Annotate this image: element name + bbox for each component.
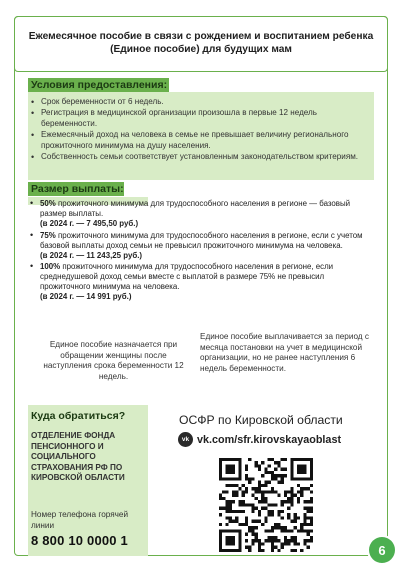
list-item: • Собственность семьи соответствует установленным законодательством критериям. bbox=[30, 152, 370, 162]
list-item: • Срок беременности от 6 недель. bbox=[30, 97, 370, 107]
hotline-number[interactable]: 8 800 10 0000 1 bbox=[31, 533, 128, 548]
osfr-label: ОСФР по Кировской области bbox=[179, 413, 343, 427]
list-item bbox=[30, 262, 375, 302]
note-left: Единое пособие назначается при обращении женщины после наступления срока беременности 12 недель. bbox=[43, 340, 184, 381]
hotline-label: Номер телефона горячей линии bbox=[31, 510, 129, 530]
list-item: • Ежемесячный доход на человека в семье не превышает величину регионального прожиточного минимума на душу населения. bbox=[30, 130, 370, 151]
payment-heading: Размер выплаты: bbox=[28, 182, 124, 196]
conditions-list bbox=[30, 97, 370, 163]
org-name: ОТДЕЛЕНИЕ ФОНДА ПЕНСИОННОГО И СОЦИАЛЬНОГО СТРАХОВАНИЯ РФ ПО КИРОВСКОЙ ОБЛАСТИ bbox=[31, 431, 125, 483]
payment-list bbox=[30, 199, 375, 304]
vk-link[interactable]: vk.com/sfr.kirovskayaoblast bbox=[197, 433, 342, 446]
payment-text: прожиточного минимума для трудоспособного населения в регионе — базовый размер выплаты. bbox=[40, 199, 351, 218]
page-title: Ежемесячное пособие в связи с рождением и воспитанием ребенка (Единое пособие) для будущих мам bbox=[28, 31, 374, 55]
page-number-badge: 6 bbox=[369, 537, 395, 563]
list-item bbox=[30, 231, 375, 261]
title-box bbox=[14, 16, 388, 72]
payment-amount: (в 2024 г. — 11 243,25 руб.) bbox=[40, 250, 143, 260]
payment-amount: (в 2024 г. — 14 991 руб.) bbox=[40, 292, 132, 302]
payment-text: прожиточного минимума для трудоспособного населения в регионе, если с учетом базовой выплаты доход семьи не превысил прожиточного минимума на человека. bbox=[40, 230, 363, 250]
payment-percent: 100% bbox=[40, 262, 61, 272]
contact-heading: Куда обратиться? bbox=[31, 410, 126, 422]
payment-text: прожиточного минимума для трудоспособного населения в регионе, если среднедушевой доход семьи вместе с выплатой в размере 75% не превысил прожиточного минимума на человека. bbox=[40, 262, 334, 292]
payment-percent: 50% bbox=[40, 199, 56, 208]
note-right: Единое пособие выплачивается за период с месяца постановки на учет в медицинской организации, но не ранее наступления 6 недель беременности. bbox=[200, 332, 369, 373]
list-item: • Регистрация в медицинской организации произошла в первые 12 недель беременности. bbox=[30, 108, 370, 129]
payment-amount: (в 2024 г. — 7 495,50 руб.) bbox=[40, 218, 139, 228]
vk-row[interactable] bbox=[178, 432, 341, 447]
payment-percent: 75% bbox=[40, 230, 56, 240]
list-item bbox=[30, 199, 375, 229]
qr-code[interactable] bbox=[219, 458, 313, 552]
vk-logo-icon: vk bbox=[178, 432, 193, 447]
conditions-heading: Условия предоставления: bbox=[28, 78, 169, 92]
